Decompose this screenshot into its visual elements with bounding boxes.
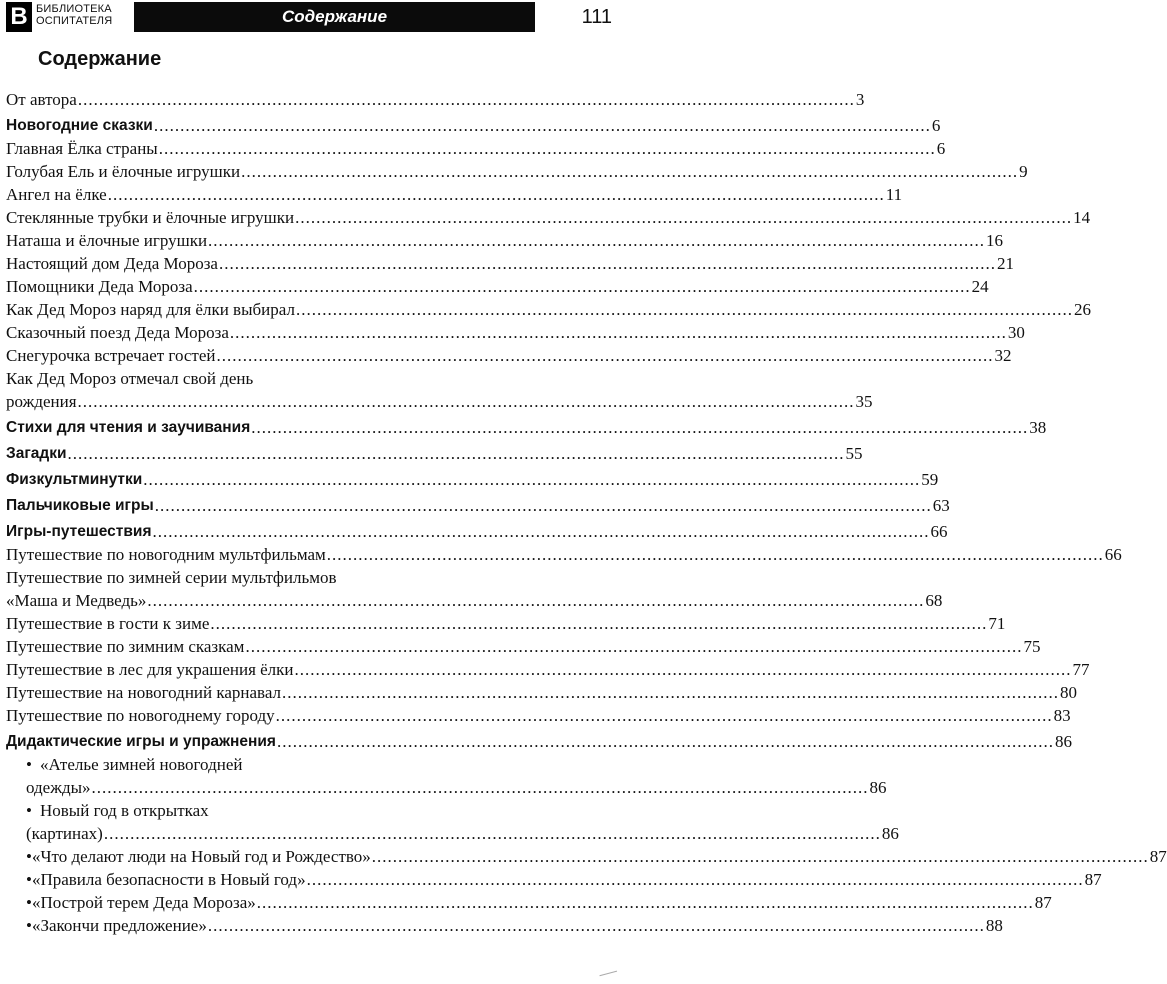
toc-entry-page: 88 bbox=[985, 916, 1003, 935]
toc-entry-title: Сказочный поезд Деда Мороза bbox=[6, 323, 229, 342]
toc-section[interactable] bbox=[6, 114, 941, 137]
toc-entry[interactable] bbox=[6, 183, 903, 206]
toc-entry[interactable] bbox=[6, 252, 1014, 275]
dot-leader: .................................................................................................................................................... bbox=[210, 614, 988, 633]
toc-entry-page: 80 bbox=[1060, 683, 1078, 702]
toc-entry-page: 16 bbox=[986, 231, 1004, 250]
dot-leader: .................................................................................................................................................... bbox=[147, 591, 925, 610]
toc-entry[interactable] bbox=[6, 321, 1025, 344]
dot-leader: .................................................................................................................................................... bbox=[218, 254, 996, 273]
toc-entry-page: 55 bbox=[845, 444, 863, 463]
toc-entry[interactable] bbox=[6, 160, 1028, 183]
toc-entry-title: Главная Ёлка страны bbox=[6, 139, 158, 158]
toc-entry-title: Снегурочка встречает гостей bbox=[6, 346, 216, 365]
toc-entry-page: 11 bbox=[885, 185, 903, 204]
dot-leader: .................................................................................................................................................... bbox=[306, 870, 1084, 889]
toc-entry-title: «Что делают люди на Новый год и Рождество» bbox=[31, 847, 371, 866]
dot-leader: .................................................................................................................................................... bbox=[153, 116, 931, 135]
toc-section-title: Новогодние сказки bbox=[6, 117, 153, 134]
toc-subentry[interactable] bbox=[6, 753, 887, 799]
toc-section-title: Игры-путешествия bbox=[6, 523, 152, 540]
dot-leader: .................................................................................................................................................... bbox=[91, 778, 869, 797]
toc-entry-title: Как Дед Мороз наряд для ёлки выбирал bbox=[6, 300, 295, 319]
toc-entry-page: 68 bbox=[925, 591, 943, 610]
toc-subentry[interactable] bbox=[6, 868, 1102, 891]
page-number: 111 bbox=[581, 6, 612, 28]
toc-subentry[interactable] bbox=[6, 891, 1052, 914]
running-header bbox=[6, 2, 620, 32]
toc-subentry[interactable] bbox=[6, 914, 1003, 937]
dot-leader: .................................................................................................................................................... bbox=[326, 545, 1104, 564]
toc-entry-page: 71 bbox=[988, 614, 1006, 633]
toc-entry-title: Путешествие по новогоднему городу bbox=[6, 706, 275, 725]
toc-entry-page: 87 bbox=[1084, 870, 1102, 889]
bullet: • bbox=[26, 801, 32, 820]
series-name-line1: БИБЛИОТЕКА bbox=[36, 3, 112, 15]
toc-entry-page: 6 bbox=[936, 139, 946, 158]
toc-entry-title: Наташа и ёлочные игрушки bbox=[6, 231, 208, 250]
table-of-contents bbox=[6, 88, 1167, 937]
toc-entry-page: 87 bbox=[1034, 893, 1052, 912]
dot-leader: .................................................................................................................................................... bbox=[295, 300, 1073, 319]
toc-entry-page: 9 bbox=[1019, 162, 1028, 181]
dot-leader: .................................................................................................................................................... bbox=[193, 277, 971, 296]
toc-entry[interactable] bbox=[6, 229, 1004, 252]
dot-leader: .................................................................................................................................................... bbox=[143, 470, 921, 489]
dot-leader: .................................................................................................................................................... bbox=[103, 824, 881, 843]
dot-leader: .................................................................................................................................................... bbox=[107, 185, 885, 204]
toc-entry-title-line1: «Ателье зимней новогодней bbox=[40, 755, 243, 774]
dot-leader: .................................................................................................................................................... bbox=[67, 444, 845, 463]
toc-entry-title: Ангел на ёлке bbox=[6, 185, 107, 204]
toc-entry-title: Путешествие по новогодним мультфильмам bbox=[6, 545, 326, 564]
toc-entry-page: 35 bbox=[855, 392, 873, 411]
toc-section-title: Стихи для чтения и заучивания bbox=[6, 419, 251, 436]
toc-entry-title: Голубая Ель и ёлочные игрушки bbox=[6, 162, 241, 181]
dot-leader: .................................................................................................................................................... bbox=[245, 637, 1023, 656]
toc-entry[interactable] bbox=[6, 344, 1012, 367]
toc-entry[interactable] bbox=[6, 298, 1091, 321]
toc-subentry[interactable] bbox=[6, 845, 1167, 868]
toc-section[interactable] bbox=[6, 730, 1072, 753]
toc-entry[interactable] bbox=[6, 275, 989, 298]
bullet: • bbox=[26, 755, 32, 774]
toc-subentry[interactable] bbox=[6, 799, 899, 845]
toc-entry-title-line1: Новый год в открытках bbox=[40, 801, 209, 820]
dot-leader: .................................................................................................................................................... bbox=[275, 706, 1053, 725]
dot-leader: .................................................................................................................................................... bbox=[229, 323, 1007, 342]
toc-section-title: Пальчиковые игры bbox=[6, 497, 154, 514]
bullet: • bbox=[26, 916, 32, 935]
toc-entry-title-line1: Как Дед Мороз отмечал свой день bbox=[6, 369, 254, 388]
toc-entry-page: 83 bbox=[1053, 706, 1071, 725]
toc-entry-title-line1: Путешествие по зимней серии мультфильмов bbox=[6, 568, 337, 587]
toc-entry-title: Путешествие в лес для украшения ёлки bbox=[6, 660, 294, 679]
toc-entry-page: 14 bbox=[1073, 208, 1091, 227]
toc-entry-title: Стеклянные трубки и ёлочные игрушки bbox=[6, 208, 295, 227]
dot-leader: .................................................................................................................................................... bbox=[208, 231, 986, 250]
toc-entry-title: «Закончи предложение» bbox=[31, 916, 207, 935]
dot-leader: .................................................................................................................................................... bbox=[276, 732, 1054, 751]
toc-entry-page: 24 bbox=[971, 277, 989, 296]
toc-entry-title: От автора bbox=[6, 90, 77, 109]
toc-entry-title: «Правила безопасности в Новый год» bbox=[31, 870, 306, 889]
dot-leader: .................................................................................................................................................... bbox=[216, 346, 994, 365]
dot-leader: .................................................................................................................................................... bbox=[251, 418, 1029, 437]
toc-section-title: Загадки bbox=[6, 445, 67, 462]
series-name bbox=[36, 3, 132, 27]
toc-entry-page: 86 bbox=[869, 778, 887, 797]
toc-entry[interactable] bbox=[6, 566, 943, 612]
toc-section[interactable] bbox=[6, 442, 863, 465]
bullet: • bbox=[26, 893, 32, 912]
dot-leader: .................................................................................................................................................... bbox=[241, 162, 1019, 181]
dot-leader: .................................................................................................................................................... bbox=[77, 90, 855, 109]
toc-entry-title: Настоящий дом Деда Мороза bbox=[6, 254, 218, 273]
series-logo-badge: B bbox=[6, 2, 32, 32]
dot-leader: .................................................................................................................................................... bbox=[294, 660, 1072, 679]
toc-entry-page: 63 bbox=[932, 496, 950, 515]
toc-entry[interactable] bbox=[6, 635, 1041, 658]
toc-entry[interactable] bbox=[6, 658, 1090, 681]
toc-entry-page: 86 bbox=[881, 824, 899, 843]
toc-section-title: Физкультминутки bbox=[6, 471, 143, 488]
dot-leader: .................................................................................................................................................... bbox=[282, 683, 1060, 702]
toc-entry-page: 87 bbox=[1149, 847, 1167, 866]
dot-leader: .................................................................................................................................................... bbox=[207, 916, 985, 935]
dot-leader: .................................................................................................................................................... bbox=[77, 392, 855, 411]
toc-entry-title: Путешествие на новогодний карнавал bbox=[6, 683, 282, 702]
toc-entry-title: одежды» bbox=[26, 778, 91, 797]
dot-leader: .................................................................................................................................................... bbox=[256, 893, 1034, 912]
dot-leader: .................................................................................................................................................... bbox=[371, 847, 1149, 866]
page-title: Содержание bbox=[38, 48, 162, 70]
toc-entry[interactable] bbox=[6, 206, 1091, 229]
series-name-line2: ОСПИТАТЕЛЯ bbox=[36, 15, 113, 27]
toc-entry-page: 59 bbox=[921, 470, 939, 489]
bullet: • bbox=[26, 847, 32, 866]
toc-entry[interactable] bbox=[6, 612, 1006, 635]
toc-entry-page: 6 bbox=[931, 116, 941, 135]
toc-section[interactable] bbox=[6, 520, 948, 543]
toc-entry-page: 75 bbox=[1023, 637, 1041, 656]
toc-entry-page: 77 bbox=[1072, 660, 1090, 679]
toc-entry-title: Путешествие по зимним сказкам bbox=[6, 637, 245, 656]
bullet: • bbox=[26, 870, 32, 889]
toc-entry[interactable] bbox=[6, 543, 1122, 566]
toc-section[interactable] bbox=[6, 494, 950, 517]
dot-leader: .................................................................................................................................................... bbox=[154, 496, 932, 515]
toc-entry[interactable] bbox=[6, 137, 946, 160]
toc-entry-page: 30 bbox=[1007, 323, 1025, 342]
toc-entry-title: Помощники Деда Мороза bbox=[6, 277, 193, 296]
toc-entry-title: Путешествие в гости к зиме bbox=[6, 614, 210, 633]
toc-entry-page: 86 bbox=[1054, 732, 1072, 751]
toc-entry-page: 3 bbox=[855, 90, 865, 109]
toc-entry-title: (картинах) bbox=[26, 824, 103, 843]
page-corner-mark bbox=[599, 969, 617, 977]
toc-entry[interactable] bbox=[6, 704, 1071, 727]
toc-section-title: Дидактические игры и упражнения bbox=[6, 733, 276, 750]
toc-entry-page: 38 bbox=[1029, 418, 1047, 437]
dot-leader: .................................................................................................................................................... bbox=[152, 522, 930, 541]
toc-section[interactable] bbox=[6, 416, 1047, 439]
toc-entry-title: «Построй терем Деда Мороза» bbox=[31, 893, 256, 912]
header-section-title: Содержание bbox=[134, 2, 535, 32]
dot-leader: .................................................................................................................................................... bbox=[158, 139, 936, 158]
toc-entry[interactable] bbox=[6, 88, 865, 111]
toc-section[interactable] bbox=[6, 468, 939, 491]
toc-entry-title: «Маша и Медведь» bbox=[6, 591, 147, 610]
toc-entry-page: 26 bbox=[1073, 300, 1091, 319]
toc-entry-page: 21 bbox=[996, 254, 1014, 273]
toc-entry[interactable] bbox=[6, 367, 873, 413]
toc-entry-page: 32 bbox=[994, 346, 1012, 365]
toc-entry-title: рождения bbox=[6, 392, 77, 411]
toc-entry-page: 66 bbox=[930, 522, 948, 541]
toc-entry[interactable] bbox=[6, 681, 1078, 704]
toc-entry-page: 66 bbox=[1104, 545, 1122, 564]
dot-leader: .................................................................................................................................................... bbox=[295, 208, 1073, 227]
